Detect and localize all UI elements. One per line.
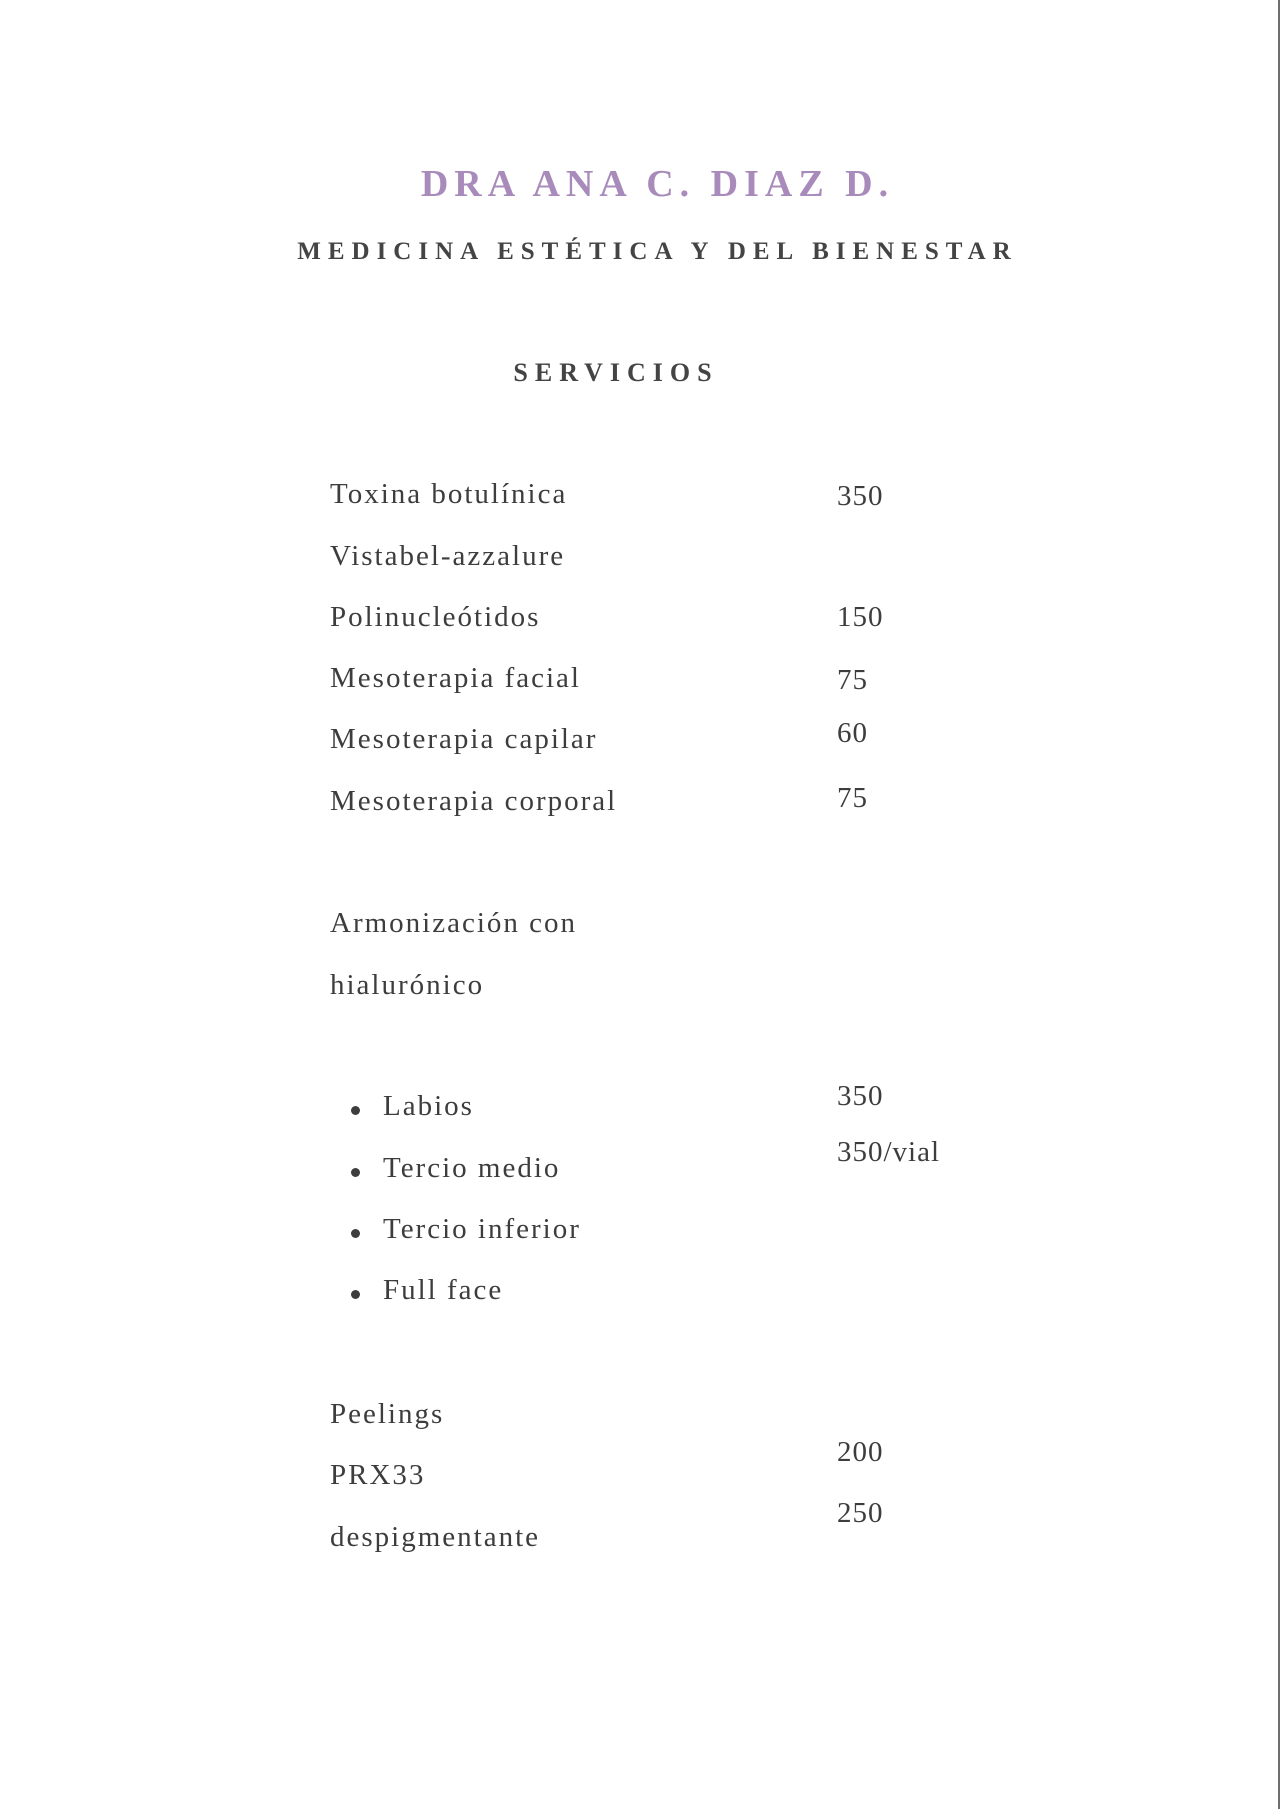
service-price-mesoterapia-capilar: 60 (837, 717, 868, 749)
bullet-icon (351, 1106, 360, 1115)
bullet-icon (351, 1168, 360, 1177)
bullet-icon (351, 1290, 360, 1299)
peeling-price-prx33: 200 (837, 1436, 884, 1468)
harmonization-price-labios: 350 (837, 1080, 884, 1112)
harmonization-price-vial: 350/vial (837, 1136, 941, 1168)
harmonization-label-line1: Armonización con (330, 907, 578, 939)
harmonization-label-line2: hialurónico (330, 969, 485, 1001)
peeling-item-prx33: PRX33 (330, 1459, 426, 1491)
peeling-item-despigmentante: despigmentante (330, 1521, 541, 1553)
peelings-label: Peelings (330, 1398, 445, 1430)
service-item-mesoterapia-facial: Mesoterapia facial (330, 662, 581, 694)
peeling-price-despigmentante: 250 (837, 1497, 884, 1529)
service-item-mesoterapia-corporal: Mesoterapia corporal (330, 785, 618, 817)
bullet-icon (351, 1229, 360, 1238)
services-heading: SERVICIOS (513, 358, 719, 387)
service-price-toxina: 350 (837, 480, 884, 512)
service-item-toxina: Toxina botulínica (330, 478, 568, 510)
doctor-name: DRA ANA C. DIAZ D. (420, 163, 895, 205)
specialty-subtitle: MEDICINA ESTÉTICA Y DEL BIENESTAR (297, 238, 1018, 265)
service-item-polinucleotidos: Polinucleótidos (330, 601, 541, 633)
service-price-mesoterapia-corporal: 75 (837, 782, 868, 814)
service-item-mesoterapia-capilar: Mesoterapia capilar (330, 723, 598, 755)
harmonization-bullet-tercio-medio: Tercio medio (383, 1152, 561, 1184)
harmonization-bullet-full-face: Full face (383, 1274, 504, 1306)
service-price-polinucleotidos: 150 (837, 601, 884, 633)
service-price-mesoterapia-facial: 75 (837, 664, 868, 696)
harmonization-bullet-labios: Labios (383, 1090, 474, 1122)
service-item-vistabel: Vistabel-azzalure (330, 540, 566, 572)
harmonization-bullet-tercio-inferior: Tercio inferior (383, 1213, 581, 1245)
